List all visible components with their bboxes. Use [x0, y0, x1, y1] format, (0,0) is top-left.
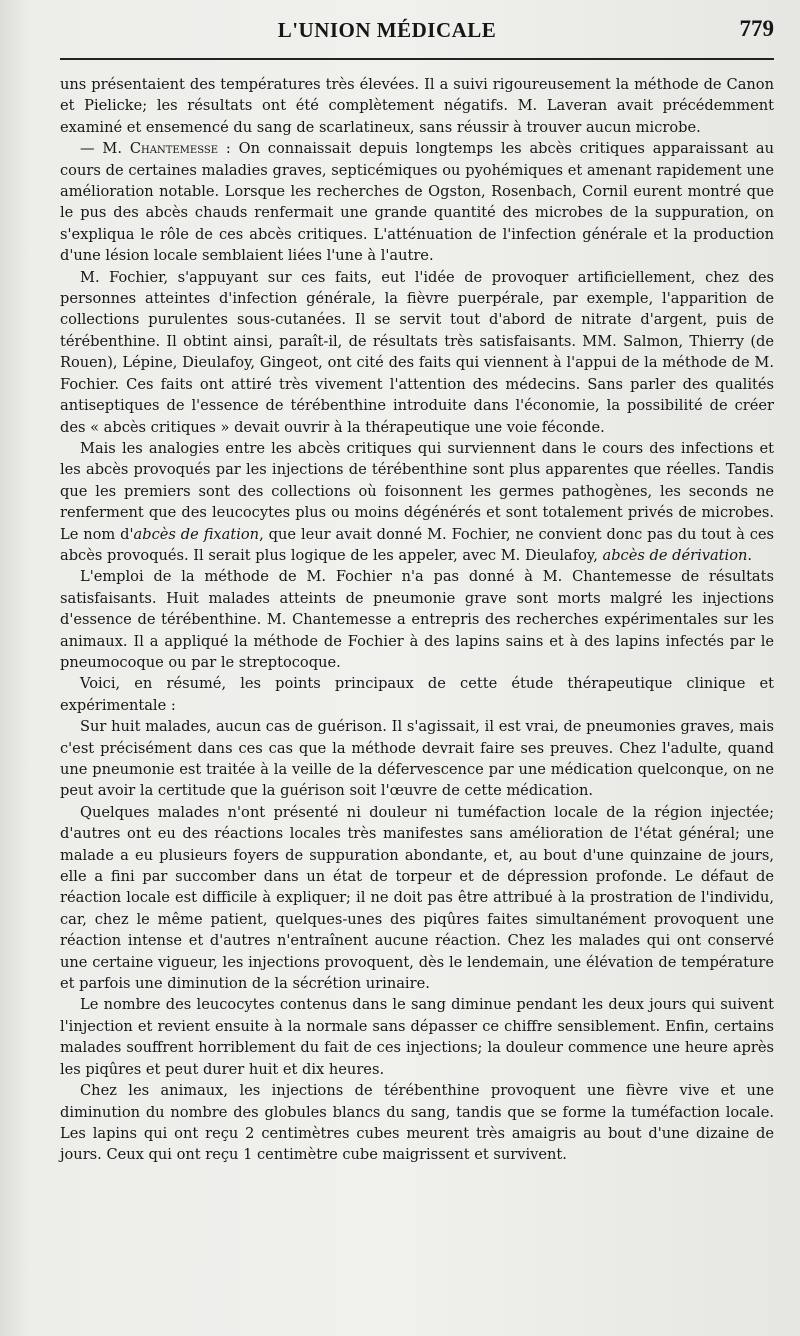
paragraph-3: M. Fochier, s'appuyant sur ces faits, eut l'idée de provoquer artificiellement, chez des personnes atteintes d'infection générale, la fièvre puerpérale, par exemple, l'apparition de collections purulentes sous-cutanées. Il se servit tout d'abord de nitrate d'argent, puis de térébenthine. Il obtint ainsi, paraît-il, de résultats très satisfaisants. MM. Salmon, Thierry (de Rouen), Lépine, Dieulafoy, Gingeot, ont cité des faits qui viennent à l'appui de la méthode de M. Fochier. Ces faits ont attiré très vivement l'attention des médecins. Sans parler des qualités antiseptiques de l'essence de térébenthine introduite dans l'économie, la possibilité de créer des « abcès critiques » devait ouvrir à la thérapeutique une voie féconde. — [60, 268, 774, 436]
term-abces-derivation: abcès de dérivation — [602, 546, 748, 564]
paragraph-4-part-b: , que leur avait donné M. Fochier, ne convient donc pas du tout à ces abcès provoqués. Il serait plus logique de les appeler, avec M. Dieulafoy, — [60, 525, 775, 564]
speaker-name: — M. Chantemesse — [80, 140, 219, 158]
paragraph-5: L'emploi de la méthode de M. Fochier n'a pas donné à M. Chantemesse de résultats satisfaisants. Huit malades atteints de pneumonie grave sont morts malgré les injections d'essence de térébenthine. M. Chantemesse a entrepris des recherches expérimentales sur les animaux. Il a appliqué la méthode de Fochier à des lapins sains et à des lapins infectés par le pneumocoque ou par le streptocoque. — [60, 568, 774, 671]
paragraph-4-part-c: . — [747, 546, 753, 564]
paragraph-4 — [60, 438, 774, 566]
paragraph-9: Le nombre des leucocytes contenus dans le sang diminue pendant les deux jours qui suivent l'injection et revient ensuite à la normale sans dépasser ce chiffre sensiblement. Enfin, certains malades souffrent horriblement du fait de ces injections; la douleur commence une heure après les piqûres et peut durer huit et dix heures. — [60, 996, 774, 1078]
paragraph-1: uns présentaient des températures très élevées. Il a suivi rigoureusement la méthode de Canon et Pielicke; les résultats ont été complètement négatifs. M. Laveran avait précédemment examiné et ensemencé du sang de scarlatineux, sans réussir à trouver aucun microbe. — [60, 76, 774, 136]
paragraph-6: Voici, en résumé, les points principaux de cette étude thérapeutique clinique et expérimentale : — [60, 675, 774, 714]
paragraph-7: Sur huit malades, aucun cas de guérison. Il s'agissait, il est vrai, de pneumonies graves, mais c'est précisément dans ces cas que la méthode devrait faire ses preuves. Chez l'adulte, quand une pneumonie est traitée à la veille de la défervescence par une médication quelconque, on ne peut avoir la certitude que la guérison soit l'œuvre de cette médication. — [60, 718, 774, 800]
paragraph-10: Chez les animaux, les injections de térébenthine provoquent une fièvre vive et une diminution du nombre des globules blancs du sang, tandis que se forme la tuméfaction locale. Les lapins qui ont reçu 2 centimètres cubes meurent très amaigris au bout d'une dizaine de jours. Ceux qui ont reçu 1 centimètre cube maigrissent et survivent. — [60, 1082, 774, 1164]
running-title: L'UNION MÉDICALE — [277, 18, 497, 42]
page-number: 779 — [739, 16, 774, 41]
paragraph-2-text: : On connaissait depuis longtemps les abcès critiques apparaissant au cours de certaines maladies graves, septicémiques ou pyohémiques et amenant rapidement une amélioration notable. Lorsque les recherches de Ogston, Rosenbach, Cornil eurent montré que le pus des abcès chauds renfermait une grande quantité des microbes de la suppuration, on s'expliqua le rôle de ces abcès critiques. L'atténuation de l'infection générale et la production d'une lésion locale semblaient liées l'une à l'autre. — [60, 140, 774, 265]
term-abces-fixation: abcès de fixation — [133, 525, 260, 543]
paragraph-2 — [60, 138, 774, 266]
paragraph-4-part-a: Mais les analogies entre les abcès critiques qui surviennent dans le cours des infections et les abcès provoqués par les injections de térébenthine sont plus apparentes que réelles. Tandis que les premiers sont des collections où foisonnent les germes pathogènes, les seconds ne renferment que des leucocytes plus ou moins dégénérés et sont totalement privés de microbes. Le nom d' — [60, 439, 774, 543]
header-rule — [60, 58, 774, 60]
paragraph-8: Quelques malades n'ont présenté ni douleur ni tuméfaction locale de la région injectée; d'autres ont eu des réactions locales très manifestes sans amélioration de l'état général; une malade a eu plusieurs foyers de suppuration abondante, et, au bout d'une quinzaine de jours, elle a fini par succomber dans un état de torpeur et de dépression profonde. Le défaut de réaction locale est difficile à expliquer; il ne doit pas être attribué à la prostration de l'individu, car, chez le même patient, quelques-unes des piqûres faites simultanément provoquent une réaction intense et d'autres n'entraînent aucune réaction. Chez les malades qui ont conservé une certaine vigueur, les injections provoquent, dès le lendemain, une élévation de température et parfois une diminution de la sécrétion urinaire. — [60, 803, 774, 993]
article-body — [60, 74, 774, 1166]
page-header — [60, 16, 774, 50]
